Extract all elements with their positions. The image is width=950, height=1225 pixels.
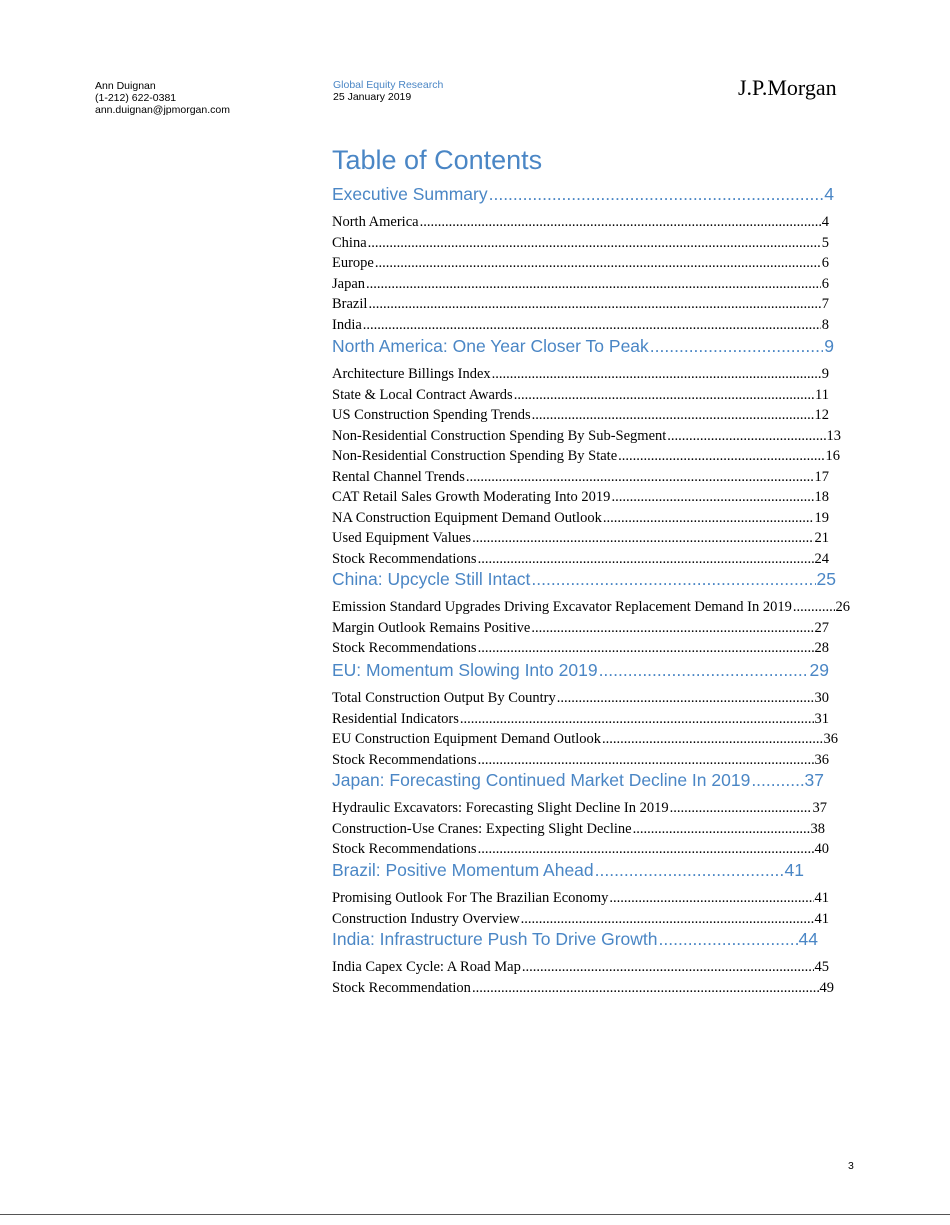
toc-entry-title: Stock Recommendations: [332, 841, 477, 857]
toc-section-title: India: Infrastructure Push To Drive Growth: [332, 929, 658, 949]
author-email[interactable]: ann.duignan@jpmorgan.com: [95, 104, 230, 116]
toc-leader-dots: [478, 551, 814, 568]
footer-rule: [0, 1214, 950, 1215]
toc-entry-title: Stock Recommendations: [332, 751, 477, 768]
toc-entry-page: 45: [814, 959, 829, 975]
toc-section-page: 29: [809, 660, 829, 680]
toc-entry-page: 6: [821, 275, 829, 292]
toc-entry[interactable]: [332, 296, 829, 315]
toc-leader-dots: [478, 640, 814, 657]
toc-leader-dots: [368, 235, 821, 252]
toc-leader-dots: [489, 184, 824, 205]
toc-leader-dots: [375, 255, 821, 272]
toc-entry-title: Rental Channel Trends: [332, 468, 465, 485]
toc-section-title: Brazil: Positive Momentum Ahead: [332, 860, 594, 880]
toc-entry-title: North America: [332, 214, 419, 230]
toc-entry[interactable]: [332, 690, 829, 709]
toc-entry[interactable]: [332, 731, 838, 750]
toc-section-entry[interactable]: [332, 770, 824, 794]
toc-entry[interactable]: [332, 214, 829, 233]
toc-leader-dots: [793, 599, 835, 616]
toc-entry[interactable]: [332, 366, 829, 385]
toc-leader-dots: [472, 530, 813, 547]
toc-leader-dots: [611, 489, 813, 506]
toc-entry-page: 24: [814, 550, 829, 567]
toc-entry-title: Residential Indicators: [332, 710, 459, 727]
toc-entry-title: CAT Retail Sales Growth Moderating Into 2019: [332, 489, 611, 505]
toc-entry[interactable]: [332, 448, 840, 467]
toc-entry[interactable]: [332, 428, 841, 447]
toc-entry[interactable]: [332, 890, 829, 909]
toc-section-page: 4: [824, 184, 834, 204]
toc-entry-page: 4: [821, 214, 829, 230]
toc-leader-dots: [659, 929, 798, 950]
toc-leader-dots: [531, 569, 815, 590]
toc-entry-page: 41: [814, 910, 829, 927]
toc-leader-dots: [532, 407, 814, 424]
toc-section-title: China: Upcycle Still Intact: [332, 569, 531, 589]
toc-entry[interactable]: [332, 235, 829, 254]
toc-entry-title: India: [332, 316, 362, 333]
toc-section-entry[interactable]: [332, 860, 804, 884]
toc-leader-dots: [514, 387, 814, 404]
toc-entry-title: Total Construction Output By Country: [332, 690, 556, 706]
toc-entry-page: 8: [821, 316, 829, 333]
author-name: Ann Duignan: [95, 80, 156, 92]
toc-entry-page: 30: [814, 690, 829, 706]
toc-entry-title: State & Local Contract Awards: [332, 386, 513, 403]
toc-leader-dots: [531, 620, 813, 637]
toc-entry-page: 6: [821, 255, 829, 271]
toc-entry-page: 19: [814, 509, 829, 526]
toc-entry-page: 28: [814, 640, 829, 656]
toc-entry-page: 27: [814, 619, 829, 636]
toc-entry[interactable]: [332, 407, 829, 426]
toc-leader-dots: [633, 821, 810, 838]
toc-leader-dots: [472, 980, 819, 997]
toc-entry[interactable]: [332, 317, 829, 336]
toc-leader-dots: [618, 448, 824, 465]
toc-entry-page: 26: [835, 599, 850, 615]
toc-leader-dots: [366, 276, 821, 293]
toc-entry[interactable]: [332, 469, 829, 488]
toc-entry-page: 49: [819, 979, 834, 996]
toc-leader-dots: [599, 660, 809, 681]
toc-leader-dots: [609, 890, 813, 907]
toc-entry[interactable]: [332, 752, 829, 771]
toc-entry-page: 18: [814, 489, 829, 505]
toc-leader-dots: [420, 214, 821, 231]
toc-entry[interactable]: [332, 489, 829, 508]
toc-entry-page: 21: [814, 530, 829, 546]
toc-entry-page: 37: [812, 800, 827, 816]
toc-entry-title: Stock Recommendations: [332, 640, 477, 656]
toc-entry-title: Brazil: [332, 296, 368, 312]
toc-entry-title: India Capex Cycle: A Road Map: [332, 959, 521, 975]
toc-entry-page: 12: [814, 407, 829, 423]
page-number: 3: [848, 1160, 854, 1172]
toc-entry[interactable]: [332, 640, 829, 659]
toc-entry[interactable]: [332, 530, 829, 549]
toc-entry[interactable]: [332, 255, 829, 274]
toc-leader-dots: [602, 731, 822, 748]
toc-entry-title: Emission Standard Upgrades Driving Excavator Replacement Demand In 2019: [332, 599, 792, 615]
toc-section-title: Executive Summary: [332, 184, 488, 204]
toc-title: Table of Contents: [332, 145, 543, 175]
toc-entry[interactable]: [332, 551, 829, 570]
toc-entry-title: China: [332, 234, 367, 251]
toc-section-title: EU: Momentum Slowing Into 2019: [332, 660, 598, 680]
jpmorgan-logo: J.P.Morgan: [738, 75, 837, 100]
toc-section-entry[interactable]: [332, 336, 834, 360]
toc-leader-dots: [751, 770, 803, 791]
toc-entry-title: EU Construction Equipment Demand Outlook: [332, 731, 602, 747]
toc-leader-dots: [603, 510, 814, 527]
toc-entry-title: Non-Residential Construction Spending By Sub-Segment: [332, 427, 667, 444]
toc-entry-title: NA Construction Equipment Demand Outlook: [332, 509, 602, 526]
toc-entry-title: Europe: [332, 255, 374, 271]
toc-leader-dots: [521, 911, 814, 928]
toc-entry-page: 36: [814, 751, 829, 768]
toc-entry-page: 9: [821, 366, 829, 382]
toc-section-entry[interactable]: [332, 569, 836, 593]
toc-entry-title: Architecture Billings Index: [332, 366, 491, 382]
toc-section-page: 37: [804, 770, 824, 790]
toc-entry[interactable]: [332, 821, 825, 840]
toc-entry[interactable]: [332, 387, 829, 406]
toc-leader-dots: [650, 336, 823, 357]
toc-entry-page: 31: [814, 710, 829, 727]
toc-entry-title: Margin Outlook Remains Positive: [332, 619, 531, 636]
toc-leader-dots: [557, 690, 814, 707]
toc-entry-title: Stock Recommendations: [332, 550, 477, 567]
toc-section-page: 9: [824, 336, 834, 356]
toc-entry[interactable]: [332, 911, 829, 930]
toc-entry-page: 41: [814, 890, 829, 906]
toc-entry-title: Construction Industry Overview: [332, 910, 520, 927]
toc-leader-dots: [492, 366, 821, 383]
toc-entry[interactable]: [332, 800, 827, 819]
toc-section-title: Japan: Forecasting Continued Market Decline In 2019: [332, 770, 751, 790]
toc-entry-title: Promising Outlook For The Brazilian Economy: [332, 890, 609, 906]
toc-leader-dots: [667, 428, 825, 445]
report-date: 25 January 2019: [333, 91, 412, 103]
toc-entry[interactable]: [332, 276, 829, 295]
toc-section-page: 25: [816, 569, 836, 589]
toc-leader-dots: [670, 800, 812, 817]
toc-entry-page: 13: [826, 427, 841, 444]
toc-entry-title: Non-Residential Construction Spending By State: [332, 448, 618, 464]
toc-entry[interactable]: [332, 711, 829, 730]
toc-section-page: 41: [784, 860, 804, 880]
toc-section-title: North America: One Year Closer To Peak: [332, 336, 649, 356]
toc-entry-title: Japan: [332, 275, 366, 292]
toc-entry-page: 7: [821, 296, 829, 312]
toc-leader-dots: [368, 296, 820, 313]
toc-leader-dots: [460, 711, 814, 728]
toc-entry[interactable]: [332, 599, 850, 618]
toc-entry-title: Hydraulic Excavators: Forecasting Slight Decline In 2019: [332, 800, 669, 816]
toc-leader-dots: [363, 317, 821, 334]
toc-leader-dots: [478, 841, 814, 858]
toc-leader-dots: [595, 860, 784, 881]
toc-entry-page: 38: [810, 820, 825, 837]
toc-entry-page: 17: [814, 468, 829, 485]
toc-entry-title: Construction-Use Cranes: Expecting Slight Decline: [332, 820, 632, 837]
toc-entry[interactable]: [332, 510, 829, 529]
toc-entry-page: 11: [815, 386, 829, 403]
toc-entry-page: 40: [814, 841, 829, 857]
toc-leader-dots: [478, 752, 814, 769]
author-phone: (1-212) 622-0381: [95, 92, 177, 104]
toc-leader-dots: [466, 469, 814, 486]
toc-section-page: 44: [798, 929, 818, 949]
toc-leader-dots: [522, 959, 814, 976]
toc-entry-page: 5: [821, 234, 829, 251]
department-label: Global Equity Research: [333, 79, 444, 91]
toc-entry-title: Used Equipment Values: [332, 530, 472, 546]
toc-entry[interactable]: [332, 980, 834, 999]
toc-entry-page: 36: [823, 731, 838, 747]
toc-section-entry[interactable]: [332, 929, 818, 953]
toc-entry-title: Stock Recommendation: [332, 979, 471, 996]
toc-entry-page: 16: [825, 448, 840, 464]
toc-entry[interactable]: [332, 959, 829, 978]
toc-section-entry[interactable]: [332, 184, 834, 208]
toc-entry[interactable]: [332, 620, 829, 639]
toc-section-entry[interactable]: [332, 660, 829, 684]
toc-entry[interactable]: [332, 841, 829, 860]
toc-entry-title: US Construction Spending Trends: [332, 407, 531, 423]
